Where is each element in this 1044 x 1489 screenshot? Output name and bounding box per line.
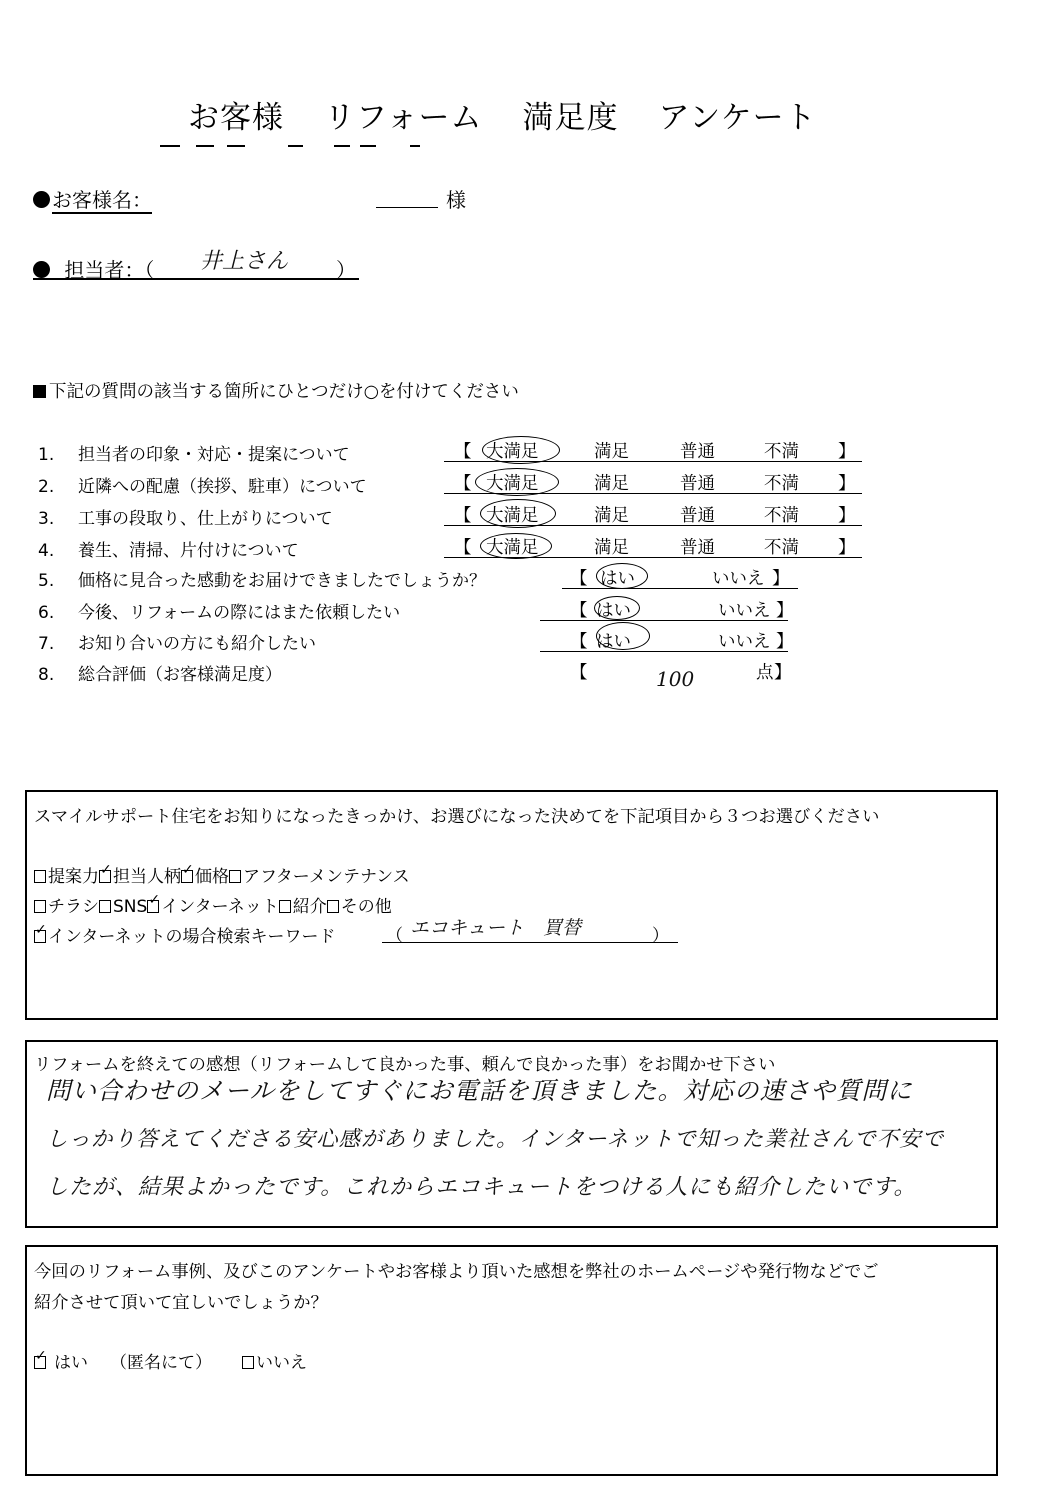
yesno-options-7: 【 はい いいえ 】: [540, 628, 788, 652]
divider: [288, 145, 303, 147]
divider: [160, 145, 180, 147]
rating-options-3: 【 大満足 満足 普通 不満 】: [444, 502, 862, 526]
option-normal[interactable]: 普通: [680, 506, 715, 526]
staff-field: [33, 254, 359, 280]
form-title: [188, 92, 817, 137]
checkbox-aftercare[interactable]: [229, 870, 241, 883]
bullet-icon: [33, 191, 50, 208]
option-satisfied[interactable]: 満足: [594, 538, 629, 558]
option-satisfied[interactable]: 満足: [594, 442, 629, 462]
staff-name-value[interactable]: 井上さん: [200, 249, 289, 274]
impression-heading: リフォームを終えての感想（リフォームして良かった事、頼んで良かった事）をお聞かせ下さい: [34, 1055, 776, 1075]
option-yes[interactable]: はい: [596, 601, 631, 621]
question-4: 4. 養生、清掃、片付けについて: [38, 541, 299, 561]
checkbox-sns[interactable]: [99, 900, 111, 913]
option-very-satisfied[interactable]: 大満足: [486, 538, 539, 558]
source-heading: スマイルサポート住宅をお知りになったきっかけ、お選びになった決めてを下記項目から３つお選びください: [34, 807, 880, 827]
option-very-satisfied[interactable]: 大満足: [486, 474, 539, 494]
impression-line-2: しっかり答えてくださる安心感がありました。インターネットで知った業社さんで不安で: [46, 1127, 945, 1152]
option-no[interactable]: いいえ: [712, 569, 765, 589]
selection-circle: [475, 468, 559, 496]
overall-score-value[interactable]: 100: [656, 667, 695, 691]
option-yes[interactable]: はい: [596, 632, 631, 652]
option-satisfied[interactable]: 満足: [594, 506, 629, 526]
selection-circle: [480, 533, 552, 559]
search-keyword-input[interactable]: （ エコキュート 買替 ）: [382, 919, 678, 943]
permission-options: ✓はい （匿名にて） いいえ: [34, 1348, 307, 1373]
question-2: 2. 近隣への配慮（挨拶、駐車）について: [38, 477, 367, 497]
source-options-row-1: 提案力 ✓ 担当人柄 ✓ 価格 アフターメンテナンス: [34, 862, 410, 887]
title-part: リフォーム: [324, 100, 483, 136]
option-satisfied[interactable]: 満足: [594, 474, 629, 494]
option-no[interactable]: いいえ: [718, 601, 771, 621]
checkbox-proposal[interactable]: [34, 870, 46, 883]
selection-circle: [482, 436, 560, 464]
checkbox-price[interactable]: [181, 870, 193, 883]
question-5: 5. 価格に見合った感動をお届けできましたでしょうか？: [38, 571, 486, 591]
option-dissatisfied[interactable]: 不満: [764, 506, 799, 526]
search-keyword-value: エコキュート 買替: [410, 917, 582, 939]
selection-circle: [594, 596, 640, 620]
divider: [360, 145, 376, 147]
option-dissatisfied[interactable]: 不満: [764, 538, 799, 558]
checkbox-flyer[interactable]: [34, 900, 46, 913]
option-no[interactable]: いいえ: [718, 632, 771, 652]
permission-heading-2: 紹介させて頂いて宜しいでしょうか？: [34, 1293, 328, 1313]
option-yes[interactable]: はい: [600, 569, 635, 589]
checkbox-search-keyword[interactable]: [34, 930, 46, 943]
title-part: アンケート: [658, 100, 817, 136]
source-options-row-2: チラシ SNS ✓ インターネット 紹介 その他: [34, 892, 392, 917]
permission-heading-1: 今回のリフォーム事例、及びこのアンケートやお客様より頂いた感想を弊社のホームページや発行物などでご: [34, 1262, 879, 1282]
question-3: 3. 工事の段取り、仕上がりについて: [38, 509, 333, 529]
staff-label: 担当者：（: [64, 258, 155, 282]
checkbox-permission-yes[interactable]: [34, 1356, 46, 1369]
option-normal[interactable]: 普通: [680, 474, 715, 494]
divider: [227, 145, 245, 147]
option-normal[interactable]: 普通: [680, 442, 715, 462]
square-bullet-icon: [33, 385, 46, 398]
question-8: 8. 総合評価（お客様満足度）: [38, 665, 282, 685]
rating-options-2: 【 大満足 満足 普通 不満 】: [444, 470, 862, 494]
customer-suffix: 様: [446, 188, 466, 212]
staff-close: ）: [336, 258, 356, 282]
instruction-text: 下記の質問の該当する箇所にひとつだけ○を付けてください: [33, 378, 519, 403]
customer-name-field: [33, 184, 152, 213]
checkbox-internet[interactable]: [147, 900, 159, 913]
divider: [334, 145, 350, 147]
customer-name-input[interactable]: [376, 207, 438, 208]
title-part: 満足度: [522, 100, 619, 136]
divider: [410, 145, 420, 147]
selection-circle: [596, 622, 650, 650]
yesno-options-5: 【 はい いいえ 】: [562, 565, 798, 589]
option-normal[interactable]: 普通: [680, 538, 715, 558]
selection-circle: [596, 563, 648, 589]
question-1: 1. 担当者の印象・対応・提案について: [38, 445, 350, 465]
overall-score-field: 【 100 点 】: [570, 663, 792, 691]
question-6: 6. 今後、リフォームの際にはまた依頼したい: [38, 603, 401, 623]
customer-name-label: お客様名：: [52, 188, 152, 212]
rating-options-1: 【 大満足 満足 普通 不満 】: [444, 438, 862, 462]
divider: [196, 145, 214, 147]
title-part: お客様: [188, 100, 284, 136]
search-keyword-row: ✓インターネットの場合検索キーワード: [34, 922, 335, 947]
checkbox-staff-personality[interactable]: [99, 870, 111, 883]
option-dissatisfied[interactable]: 不満: [764, 442, 799, 462]
option-dissatisfied[interactable]: 不満: [764, 474, 799, 494]
option-very-satisfied[interactable]: 大満足: [486, 506, 539, 526]
yesno-options-6: 【 はい いいえ 】: [540, 597, 788, 621]
checkbox-other[interactable]: [327, 900, 339, 913]
checkbox-referral[interactable]: [279, 900, 291, 913]
option-very-satisfied[interactable]: 大満足: [486, 442, 539, 462]
rating-options-4: 【 大満足 満足 普通 不満 】: [444, 534, 862, 558]
bullet-icon: [33, 261, 50, 278]
impression-line-3: したが、結果よかったです。これからエコキュートをつける人にも紹介したいです。: [46, 1175, 917, 1200]
selection-circle: [480, 499, 556, 528]
impression-line-1: 問い合わせのメールをしてすぐにお電話を頂きました。対応の速さや質問に: [46, 1076, 913, 1105]
checkbox-permission-no[interactable]: [242, 1356, 254, 1369]
question-7: 7. お知り合いの方にも紹介したい: [38, 634, 316, 654]
